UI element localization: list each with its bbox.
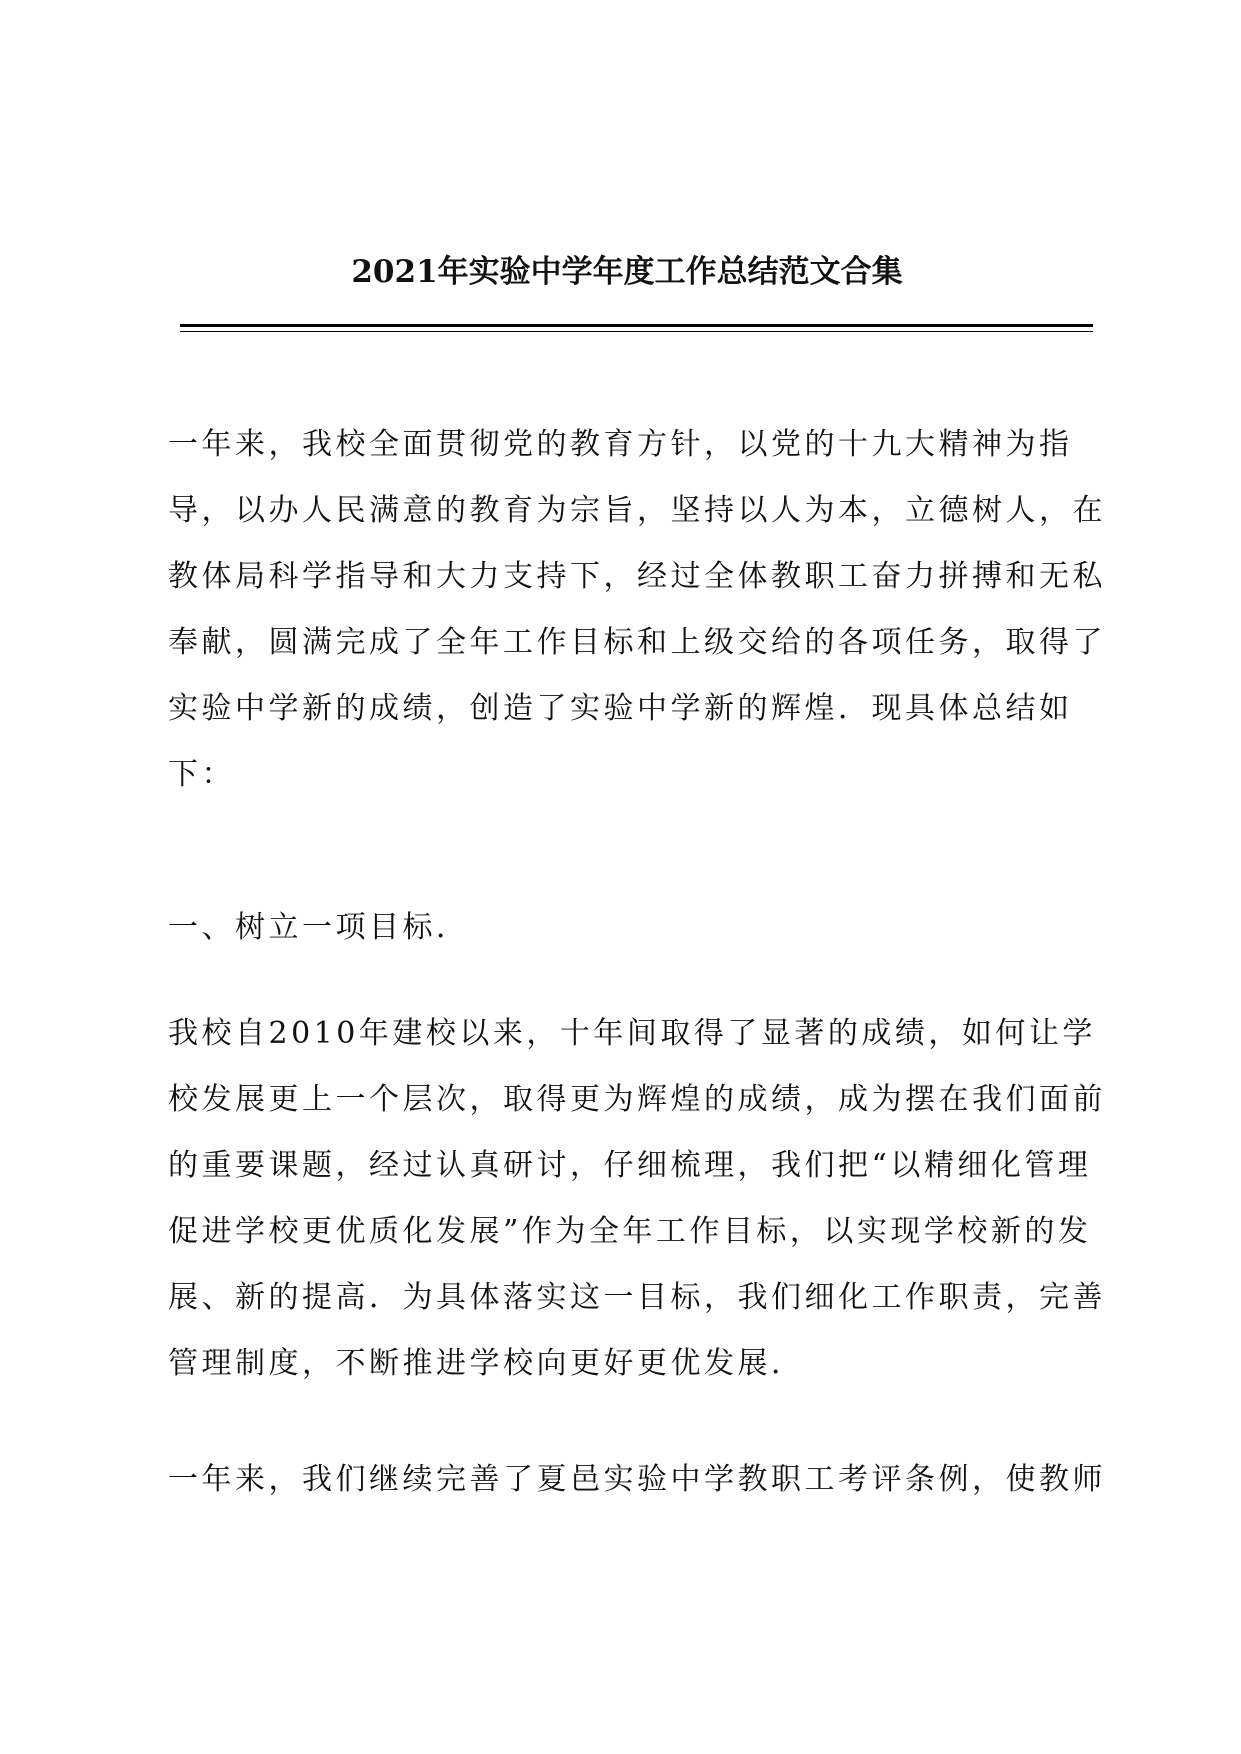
title-rule-thick — [180, 324, 1093, 327]
text-line: 一、树立一项目标． — [168, 910, 470, 945]
text-line: 促进学校更优质化发展”作为全年工作目标，以实现学校新的发 — [168, 1214, 1092, 1249]
text-line: 一年来，我们继续完善了夏邑实验中学教职工考评条例，使教师 — [168, 1462, 1106, 1497]
text-line: 的重要课题，经过认真研讨，仔细梳理，我们把“以精细化管理 — [168, 1148, 1092, 1183]
text-line: 实验中学新的成绩，创造了实验中学新的辉煌．现具体总结如 — [168, 691, 1073, 726]
text-line: 教体局科学指导和大力支持下，经过全体教职工奋力拼搏和无私 — [168, 559, 1106, 594]
text-line: 校发展更上一个层次，取得更为辉煌的成绩，成为摆在我们面前 — [168, 1082, 1106, 1117]
section-heading — [168, 895, 1088, 961]
text-line: 展、新的提高．为具体落实这一目标，我们细化工作职责，完善 — [168, 1280, 1106, 1315]
text-line: 管理制度，不断推进学校向更好更优发展． — [168, 1346, 805, 1381]
evaluation-paragraph — [168, 1447, 1106, 1513]
intro-paragraph — [168, 412, 1106, 808]
text-line: 导，以办人民满意的教育为宗旨，坚持以人为本，立德树人，在 — [168, 493, 1106, 528]
title-rule-thin — [180, 331, 1093, 332]
goal-paragraph — [168, 1001, 1106, 1397]
text-line: 我校自2010年建校以来，十年间取得了显著的成绩，如何让学 — [168, 1016, 1096, 1051]
text-line: 下： — [168, 757, 235, 792]
document-title: 2021年实验中学年度工作总结范文合集 — [351, 254, 903, 290]
text-line: 奉献，圆满完成了全年工作目标和上级交给的各项任务，取得了 — [168, 625, 1106, 660]
text-line: 一年来，我校全面贯彻党的教育方针，以党的十九大精神为指 — [168, 427, 1073, 462]
